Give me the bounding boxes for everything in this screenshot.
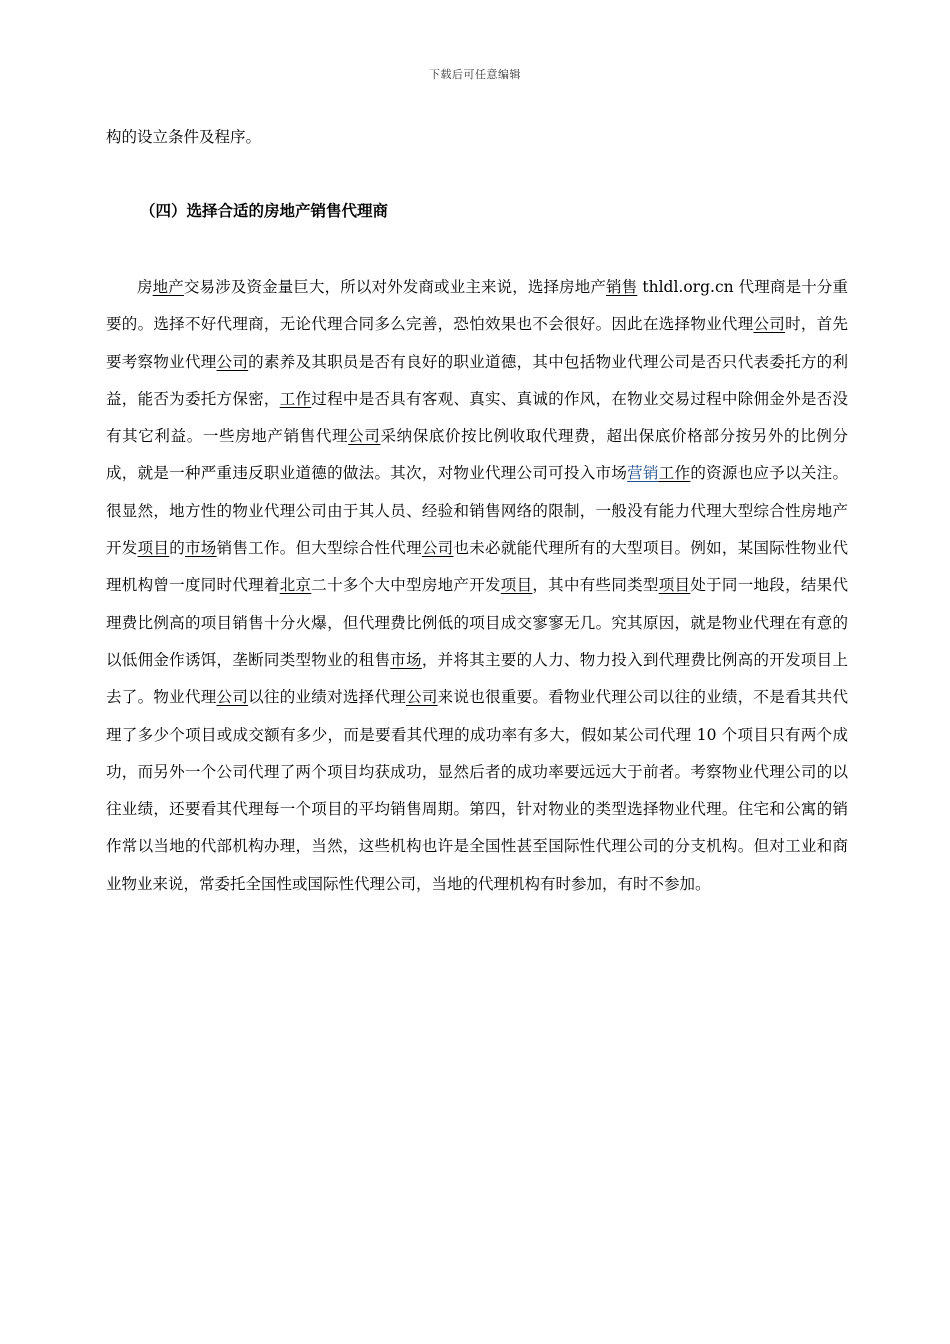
paragraph-text: 的	[169, 539, 185, 558]
paragraph-text: 销售工作。但大型综合性代理	[216, 539, 422, 558]
underlined-term[interactable]: 公司	[216, 352, 249, 371]
paragraph-text: 时，首先要考察物业代理	[106, 315, 848, 371]
paragraph-text: 来说也很重要。看物业代理公司以往的业绩，不是看其共代理了多少个项目或成交额有多少，而是要看其代理的成功率有多大，假如某公司代理 10 个项目只有两个成功，而另外一个公司代理了两个项目均获成功，显然后者的成功率要远远大于前者。考察物业代理公司的以往业绩，还要看其代理每一个项目的平均销售周期。第四，针对物业的类型选择物业代理。住宅和公寓的销作常以当地的代部机构办理，当然，这些机构也许是全国性甚至国际性代理公司的分支机构。但对工业和商业物业来说，常委托全国性或国际性代理公司，当地的代理机构有时参加，有时不参加。	[106, 688, 848, 893]
underlined-term[interactable]: 公司	[406, 688, 438, 707]
underlined-term[interactable]: 工作	[279, 389, 312, 408]
page-header: 下载后可任意编辑	[429, 68, 521, 81]
body-paragraph	[106, 269, 848, 903]
paragraph-text: 的素养及其职员是否有良好的职业道德，其中包括物业代理公司是否只代表委托方的利益，能否为委托方保密，	[106, 352, 848, 408]
underlined-term[interactable]: 项目	[500, 576, 533, 595]
paragraph-text: 采纳保底价按比例收取代理费，超出保底价格部分按另外的比例分成，就是一种严重违反职业道德的做法。其次，对物业代理公司可投入市场	[106, 427, 848, 483]
paragraph-text: 二十多个大中型房地产开发	[311, 576, 501, 595]
paragraph-text: 交易涉及资金量巨大，所以对外发商或业主来说，选择房地产	[183, 278, 607, 296]
hyperlink-term[interactable]: 营销	[627, 464, 659, 483]
underlined-term[interactable]: 地产	[152, 278, 184, 296]
paragraph-text: ，其中有些同类型	[532, 576, 659, 595]
continued-text-line: 构的设立条件及程序。	[106, 128, 262, 146]
paragraph-text: thldl.org.cn 代理商是十分重要的。选择不好代理商，无论代理合同多么完善，恐怕效果也不会很好。因此在选择物业代理	[106, 278, 848, 334]
underlined-term[interactable]: 工作	[658, 464, 691, 483]
paragraph-text: 也未必就能代理所有的大型项目。例如，某国际性物业代理机构曾一度同时代理着	[106, 539, 848, 595]
paragraph-text: 的资源也应予以关注。很显然，地方性的物业代理公司由于其人员、经验和销售网络的限制，一般没有能力代理大型综合性房地产开发	[106, 464, 848, 558]
underlined-term[interactable]: 销售	[606, 278, 638, 296]
underlined-term[interactable]: 公司	[421, 539, 454, 558]
paragraph-text: 过程中是否具有客观、真实、真诚的作风，在物业交易过程中除佣金外是否没有其它利益。一些房地产销售代理	[106, 389, 848, 446]
paragraph-text: 房	[137, 278, 153, 296]
paragraph-text: ，并将其主要的人力、物力投入到代理费比例高的开发项目上去了。物业代理	[106, 650, 848, 707]
underlined-term[interactable]: 公司	[348, 427, 381, 446]
underlined-term[interactable]: 公司	[753, 315, 786, 334]
section-heading: （四）选择合适的房地产销售代理商	[140, 202, 389, 220]
underlined-term[interactable]: 公司	[216, 688, 249, 707]
paragraph-text: 以往的业绩对选择代理	[248, 688, 407, 707]
underlined-term[interactable]: 市场	[184, 539, 217, 558]
underlined-term[interactable]: 项目	[137, 539, 170, 558]
underlined-term[interactable]: 北京	[279, 576, 312, 595]
underlined-term[interactable]: 市场	[390, 650, 422, 669]
paragraph-text: 处于同一地段，结果代理费比例高的项目销售十分火爆，但代理费比例低的项目成交寥寥无几。究其原因，就是物业代理在有意的以低佣金作诱饵，垄断同类型物业的租售	[106, 576, 848, 669]
underlined-term[interactable]: 项目	[658, 576, 691, 595]
